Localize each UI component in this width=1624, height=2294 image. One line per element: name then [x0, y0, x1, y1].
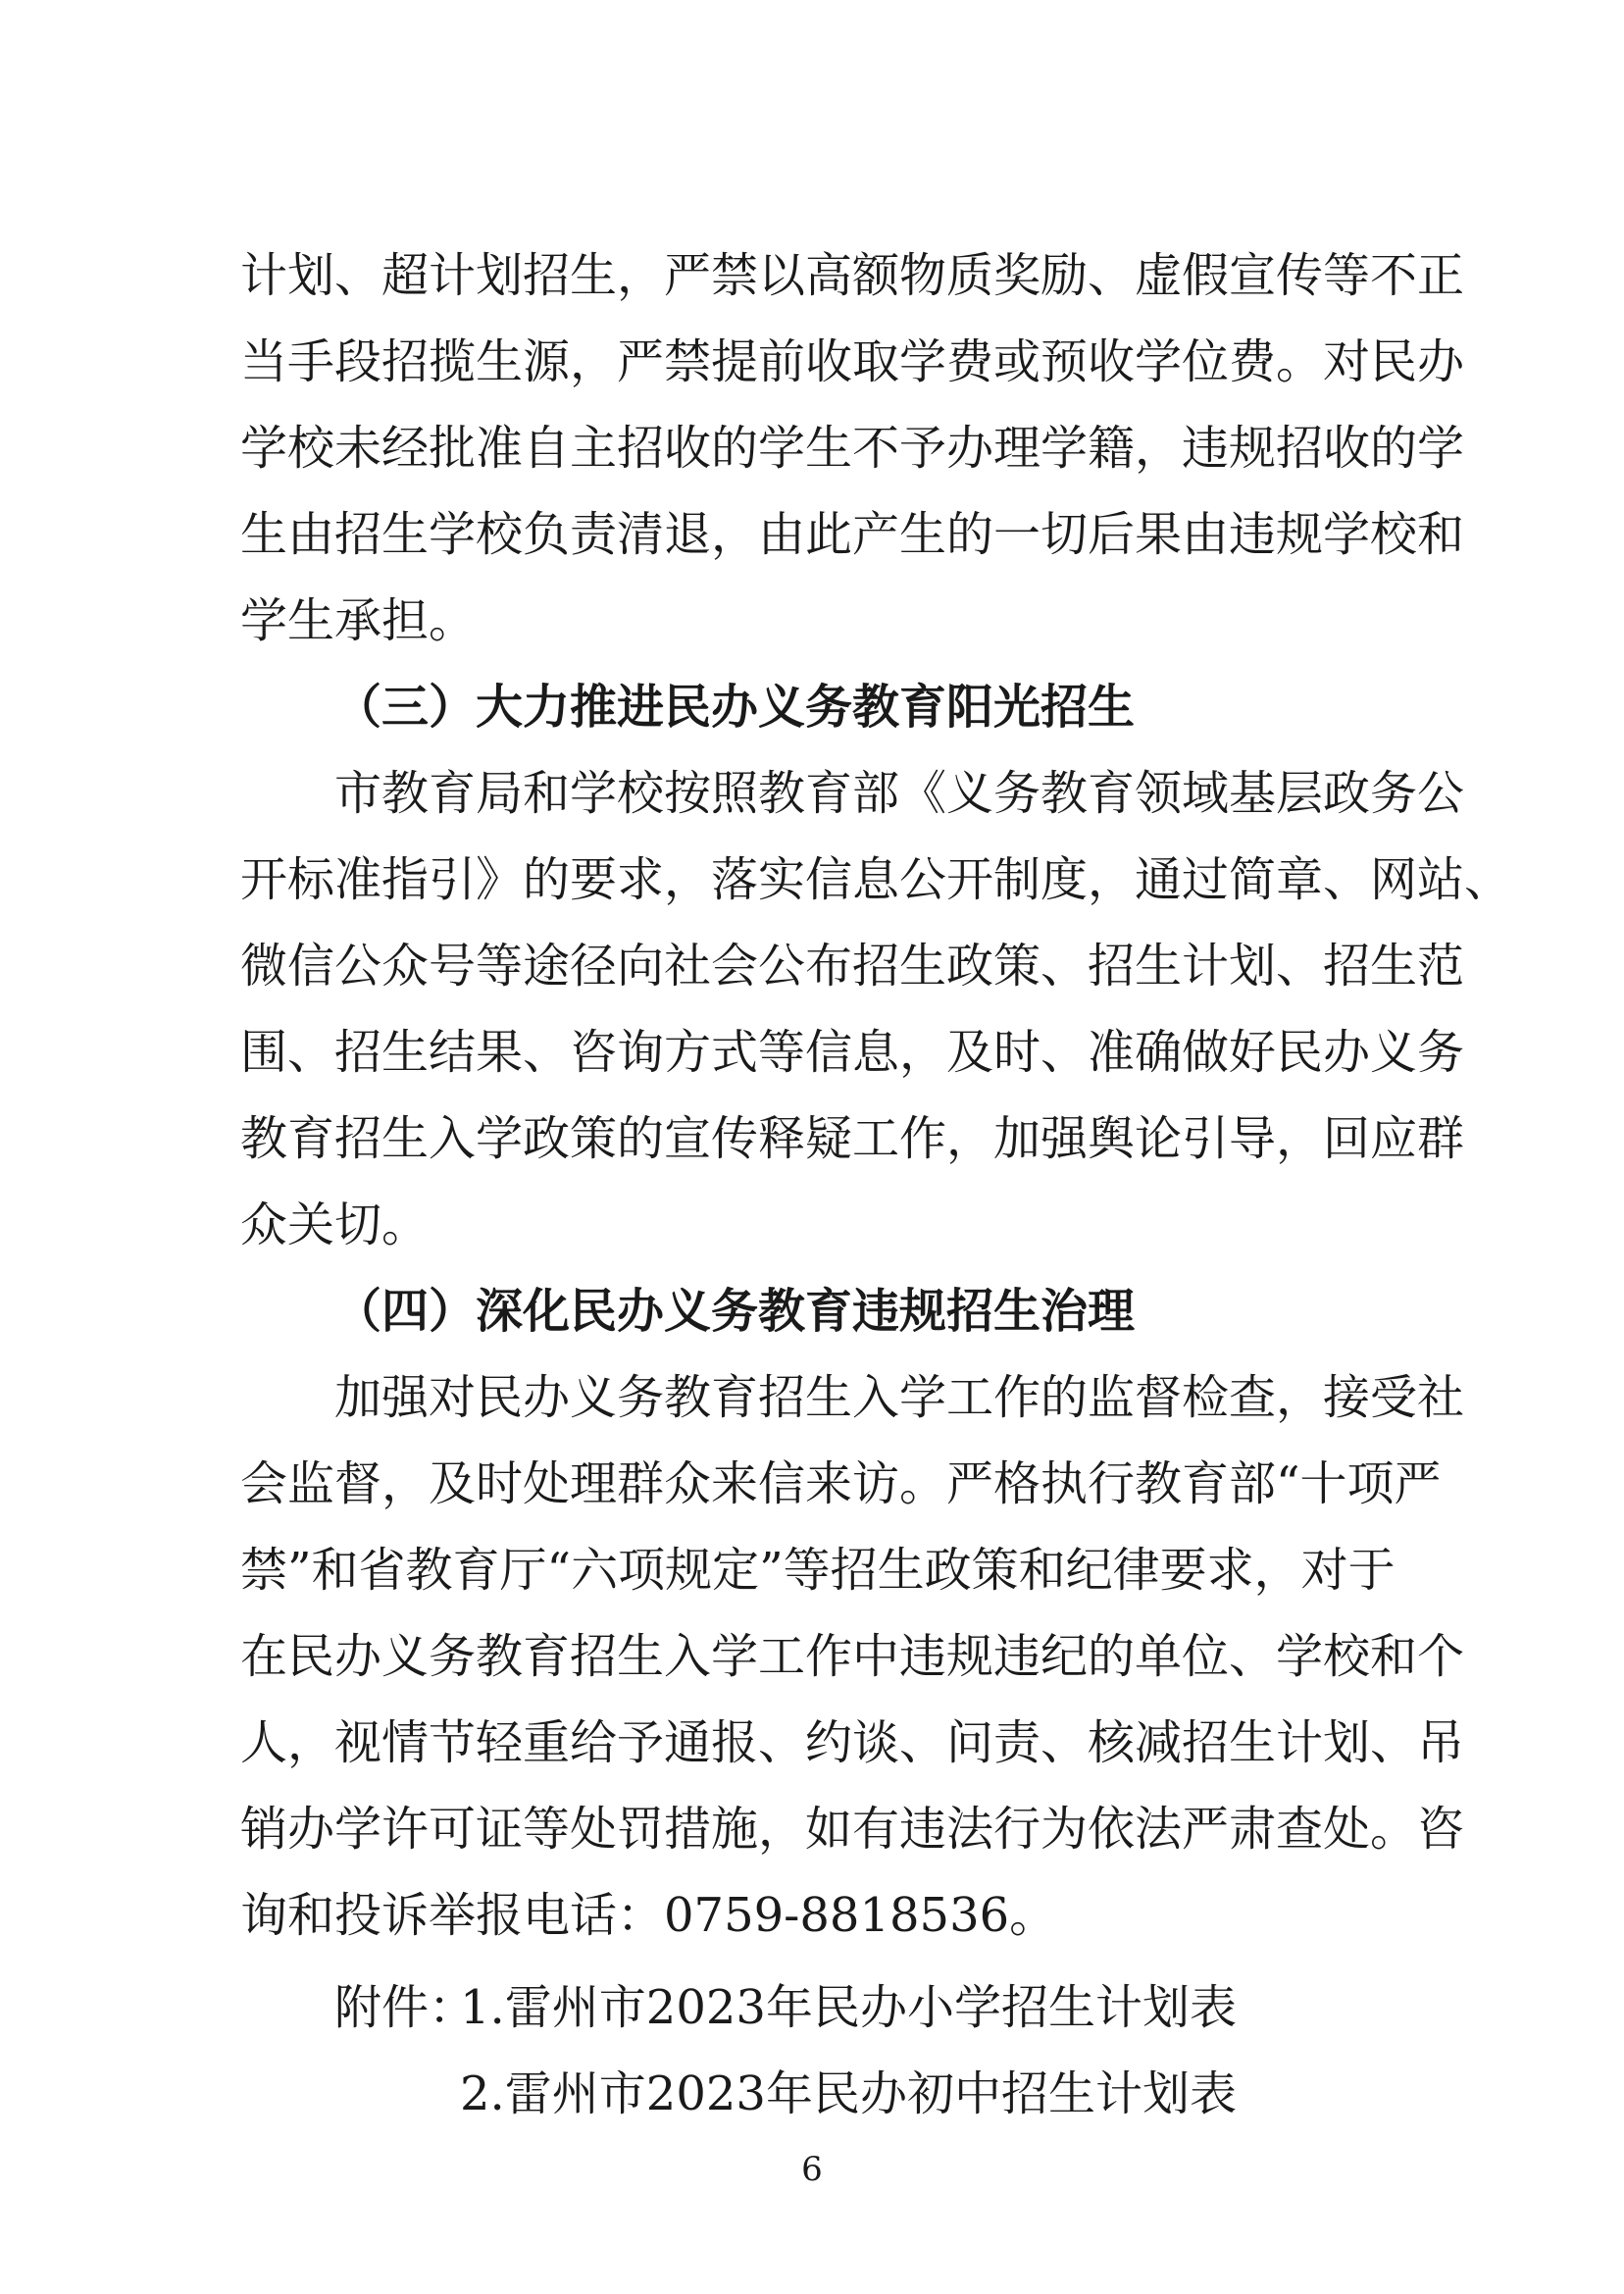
paragraph-line: 生由招生学校负责清退，由此产生的一切后果由违规学校和 — [240, 507, 1465, 562]
attachment-item: 2.雷州市2023年民办初中招生计划表 — [460, 2066, 1237, 2121]
paragraph-line: 询和投诉举报电话：0759-8818536。 — [240, 1888, 1057, 1943]
paragraph-line: 销办学许可证等处罚措施，如有违法行为依法严肃查处。咨 — [240, 1802, 1465, 1857]
paragraph-line: 计划、超计划招生，严禁以高额物质奖励、虚假宣传等不正 — [240, 248, 1465, 303]
paragraph-line: 众关切。 — [240, 1198, 430, 1252]
paragraph-line: 微信公众号等途径向社会公布招生政策、招生计划、招生范 — [240, 939, 1465, 994]
paragraph-line: 加强对民办义务教育招生入学工作的监督检查，接受社 — [334, 1370, 1465, 1425]
paragraph-line: 禁”和省教育厅“六项规定”等招生政策和纪律要求，对于 — [240, 1543, 1396, 1598]
section-heading-4: （四）深化民办义务教育违规招生治理 — [334, 1284, 1136, 1339]
attachment-item: 1.雷州市2023年民办小学招生计划表 — [460, 1980, 1237, 2035]
paragraph-line: 学校未经批准自主招收的学生不予办理学籍，违规招收的学 — [240, 421, 1465, 476]
section-heading-3: （三）大力推进民办义务教育阳光招生 — [334, 680, 1136, 735]
paragraph-line: 教育招生入学政策的宣传释疑工作，加强舆论引导，回应群 — [240, 1111, 1465, 1166]
attachments-label: 附件： — [334, 1980, 477, 2035]
paragraph-line: 在民办义务教育招生入学工作中违规违纪的单位、学校和个 — [240, 1629, 1465, 1684]
paragraph-line: 市教育局和学校按照教育部《义务教育领域基层政务公 — [334, 766, 1465, 821]
page-number: 6 — [801, 2150, 823, 2189]
paragraph-line: 学生承担。 — [240, 593, 477, 648]
paragraph-line: 人，视情节轻重给予通报、约谈、问责、核减招生计划、吊 — [240, 1715, 1465, 1770]
paragraph-line: 会监督，及时处理群众来信来访。严格执行教育部“十项严 — [240, 1456, 1442, 1511]
paragraph-line: 围、招生结果、咨询方式等信息，及时、准确做好民办义务 — [240, 1025, 1465, 1080]
paragraph-line: 当手段招揽生源，严禁提前收取学费或预收学位费。对民办 — [240, 334, 1465, 389]
paragraph-line: 开标准指引》的要求，落实信息公开制度，通过简章、网站、 — [240, 852, 1512, 907]
